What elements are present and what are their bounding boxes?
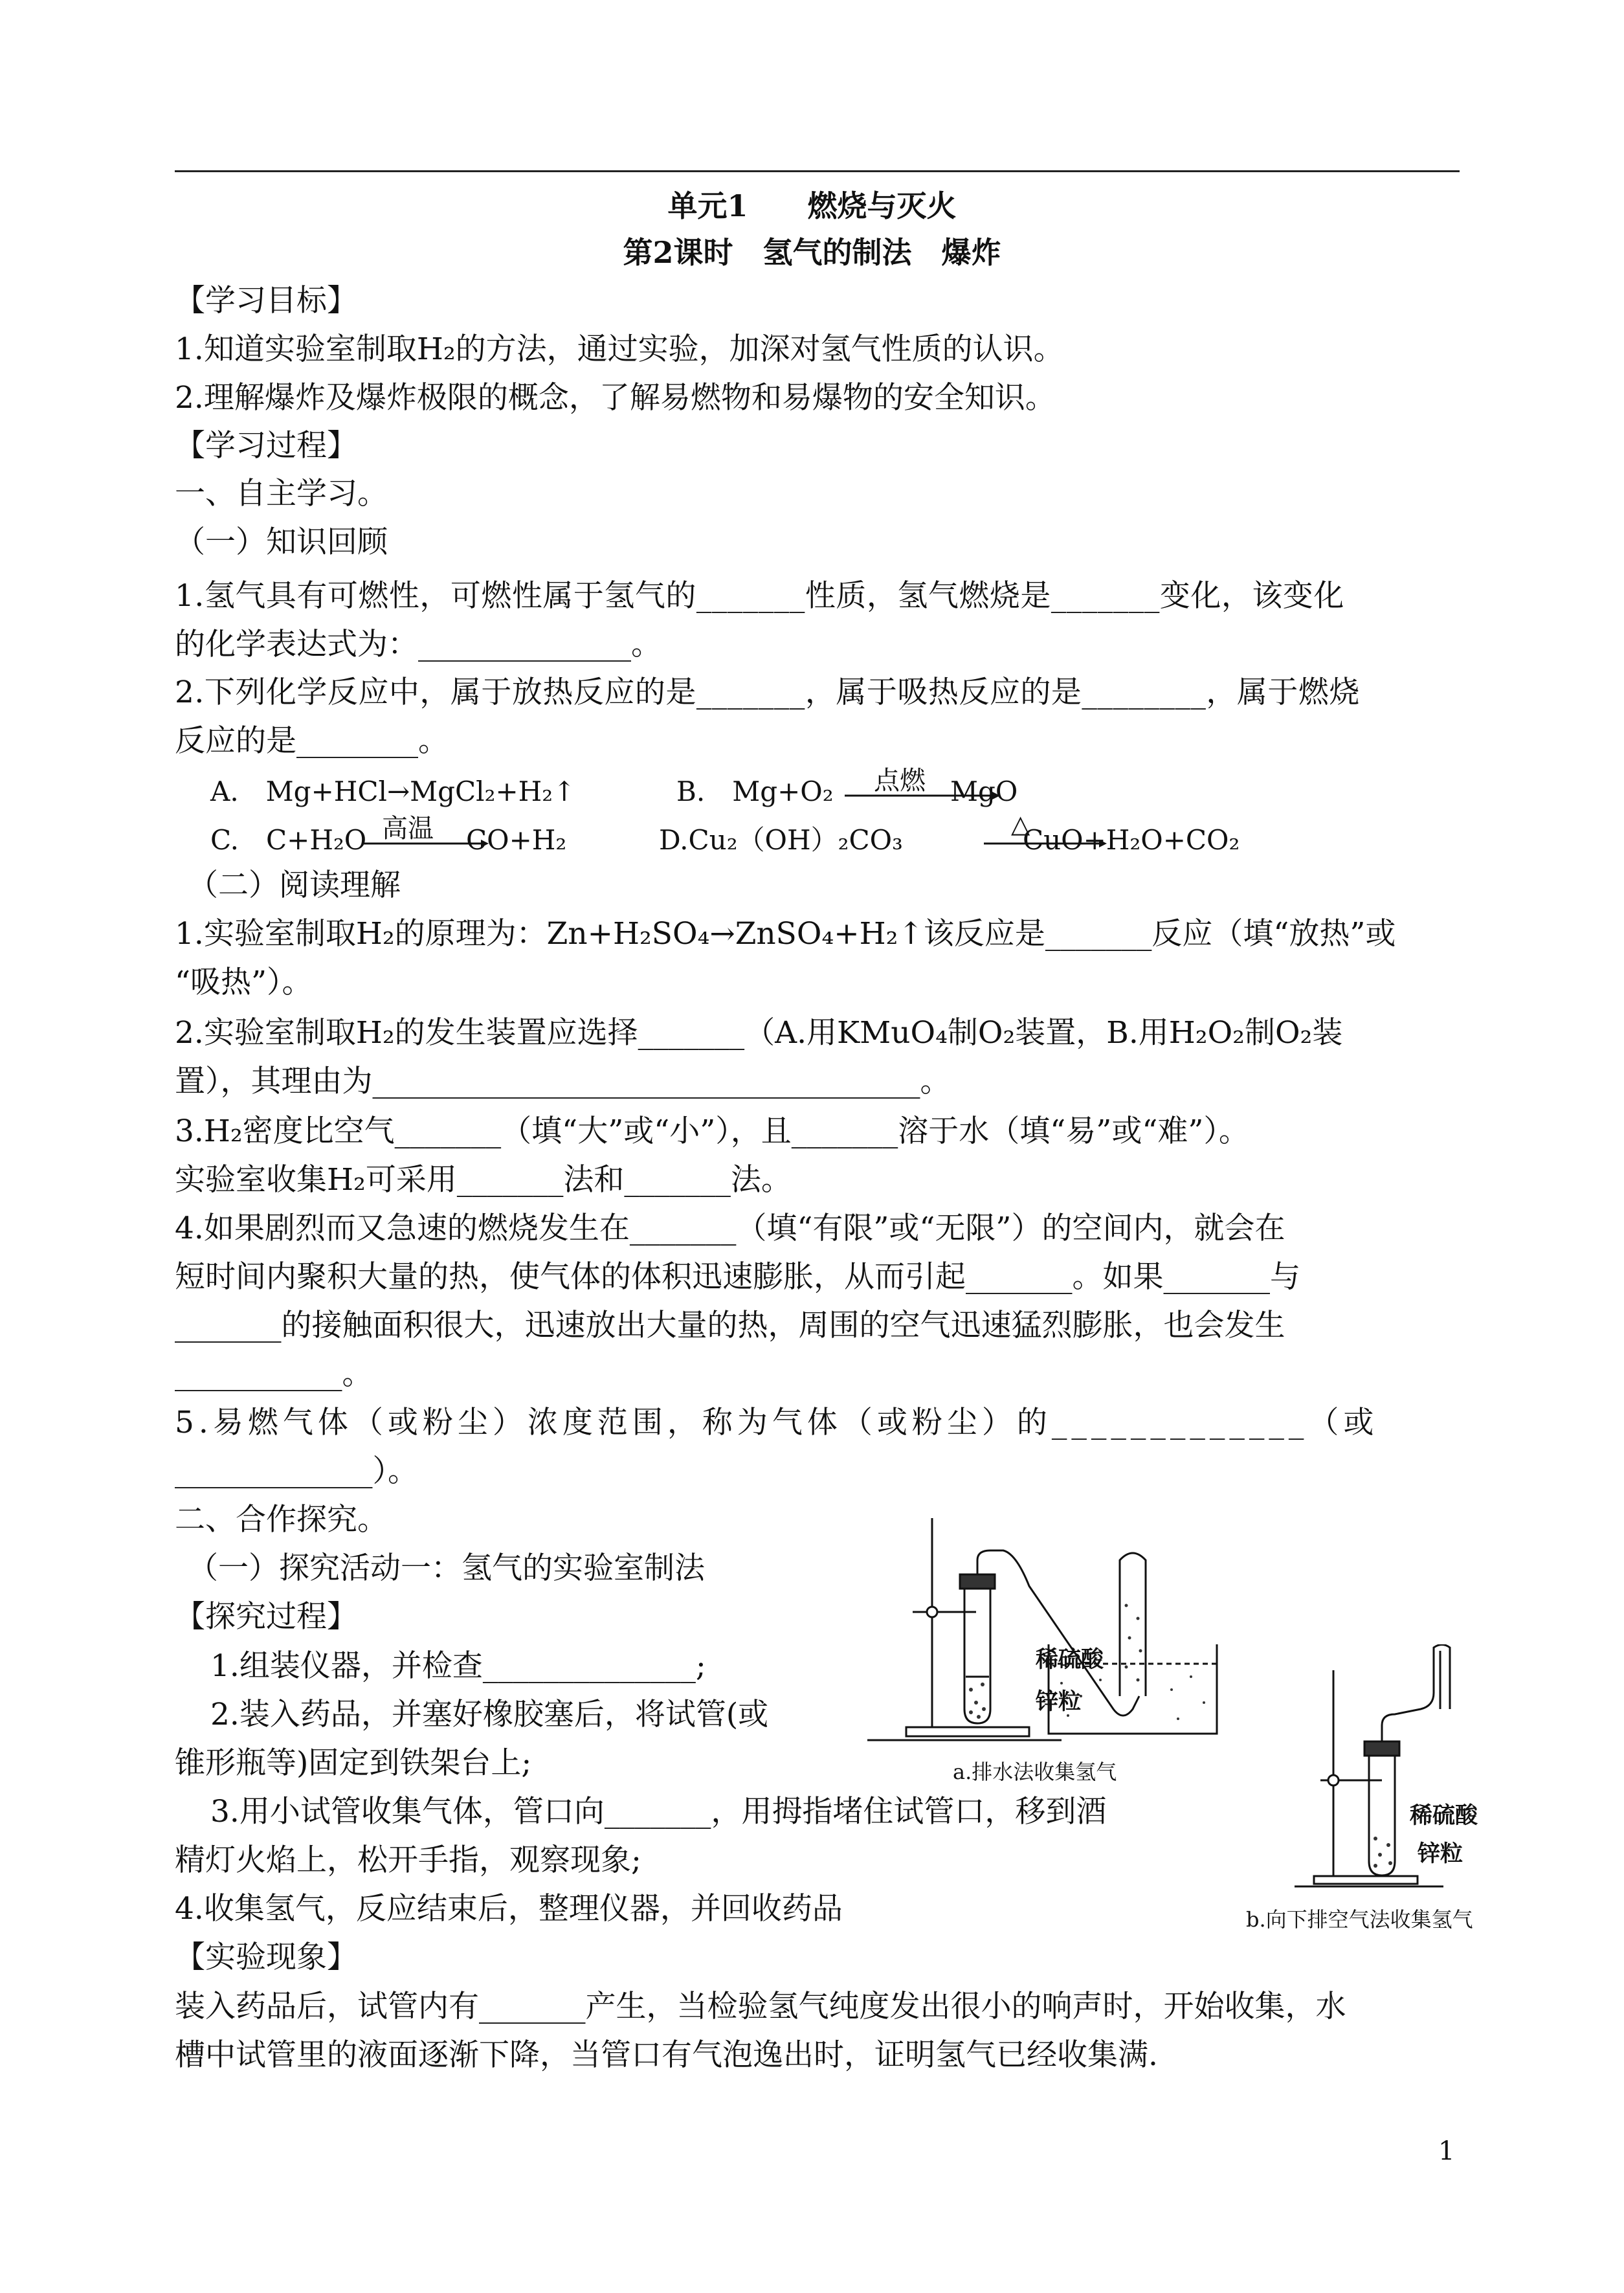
lesson-subtitle: 第2课时 氢气的制法 爆炸: [623, 235, 1001, 270]
subpart-review-heading: （一）知识回顾: [175, 524, 388, 560]
figure-a-zinc-label: 锌粒: [1036, 1688, 1082, 1715]
part-two-heading: 二、合作探究。: [175, 1502, 388, 1538]
reading-3-line-2: 实验室收集H₂可采用_______法和_______法。: [175, 1162, 792, 1198]
section-heading-objectives: 【学习目标】: [175, 283, 357, 319]
question-1-line-2: 的化学表达式为：______________。: [175, 627, 662, 662]
reading-4-line-2: 短时间内聚积大量的热，使气体的体积迅速膨胀，从而引起_______。如果_______与: [175, 1259, 1300, 1295]
reading-1-line-1: 1.实验室制取H₂的原理为：Zn+H₂SO₄→ZnSO₄+H₂↑该反应是_______反应（填“放热”或: [175, 916, 1396, 952]
figure-b-zinc-label: 锌粒: [1418, 1840, 1463, 1867]
question-1-line-1: 1.氢气具有可燃性，可燃性属于氢气的_______性质，氢气燃烧是_______变化，该变化: [175, 578, 1344, 614]
option-d-reactant: D.Cu₂（OH）₂CO₃: [659, 824, 903, 856]
option-a: A. Mg+HCl→MgCl₂+H₂↑: [210, 776, 576, 807]
step-1: 1.组装仪器，并检查______________;: [210, 1648, 706, 1684]
lesson-unit-title: 单元1 燃烧与灭火: [667, 188, 957, 223]
subpart-reading-heading: （二）阅读理解: [188, 867, 401, 903]
figure-a-acid-label: 稀硫酸: [1036, 1646, 1104, 1673]
figure-b-caption: b.向下排空气法收集氢气: [1246, 1907, 1473, 1932]
reading-1-line-2: “吸热”）。: [175, 965, 313, 1000]
objective-2: 2.理解爆炸及爆炸极限的概念，了解易燃物和易爆物的安全知识。: [175, 380, 1056, 416]
reading-4-line-3: _______的接触面积很大，迅速放出大量的热，周围的空气迅速猛烈膨胀，也会发生: [175, 1308, 1285, 1343]
step-2-line-1: 2.装入药品，并塞好橡胶塞后，将试管(或: [210, 1697, 769, 1732]
section-heading-process: 【学习过程】: [175, 428, 357, 464]
objective-1: 1.知道实验室制取H₂的方法，通过实验，加深对氢气性质的认识。: [175, 331, 1064, 367]
reading-5-line-2: _____________）。: [175, 1453, 418, 1489]
phenomenon-line-2: 槽中试管里的液面逐渐下降，当管口有气泡逸出时，证明氢气已经收集满.: [175, 2037, 1158, 2073]
step-3-line-2: 精灯火焰上，松开手指，观察现象;: [175, 1842, 641, 1878]
page-number: 1: [1438, 2136, 1455, 2166]
phenomenon-line-1: 装入药品后，试管内有_______产生，当检验氢气纯度发出很小的响声时，开始收集，水: [175, 1989, 1346, 2024]
option-b-condition: 点燃: [874, 766, 926, 796]
inquiry-process-heading: 【探究过程】: [175, 1599, 357, 1635]
figure-b-acid-label: 稀硫酸: [1410, 1802, 1478, 1829]
step-3-line-1: 3.用小试管收集气体，管口向_______，用拇指堵住试管口，移到酒: [210, 1794, 1107, 1829]
header-rule: [175, 170, 1460, 172]
option-c-reactants: C. C+H₂O: [210, 824, 367, 856]
question-2-line-1: 2.下列化学反应中，属于放热反应的是_______，属于吸热反应的是________，属于燃烧: [175, 675, 1360, 710]
reading-4-line-4: ___________。: [175, 1356, 373, 1392]
phenomenon-heading: 【实验现象】: [175, 1940, 357, 1975]
reading-2-line-2: 置），其理由为____________________________________。: [175, 1064, 951, 1099]
option-d-products: CuO+H₂O+CO₂: [1023, 824, 1240, 856]
step-2-line-2: 锥形瓶等)固定到铁架台上;: [175, 1745, 532, 1781]
reading-4-line-1: 4.如果剧烈而又急速的燃烧发生在_______（填“有限”或“无限”）的空间内，就会在: [175, 1211, 1285, 1246]
question-2-line-2: 反应的是________。: [175, 723, 449, 759]
part-one-heading: 一、自主学习。: [175, 476, 388, 511]
option-c-condition: 高温: [382, 814, 434, 844]
activity-1-heading: （一）探究活动一：氢气的实验室制法: [188, 1550, 705, 1586]
step-4: 4.收集氢气，反应结束后，整理仪器，并回收药品: [175, 1891, 843, 1927]
option-d-heat-symbol: △: [1011, 810, 1030, 838]
reading-2-line-1: 2.实验室制取H₂的发生装置应选择_______（A.用KMuO₄制O₂装置，B.用H₂O₂制O₂装: [175, 1015, 1343, 1051]
reading-5-line-1: 5.易燃气体（或粉尘）浓度范围，称为气体（或粉尘）的_____________（或: [175, 1405, 1379, 1440]
option-b-product: MgO: [950, 776, 1018, 807]
option-b-reactants: B. Mg+O₂: [676, 776, 834, 807]
reading-3-line-1: 3.H₂密度比空气_______（填“大”或“小”），且_______溶于水（填“易”或“难”）。: [175, 1113, 1249, 1149]
figure-a-caption: a.排水法收集氢气: [953, 1760, 1117, 1784]
option-c-products: CO+H₂: [466, 824, 567, 856]
